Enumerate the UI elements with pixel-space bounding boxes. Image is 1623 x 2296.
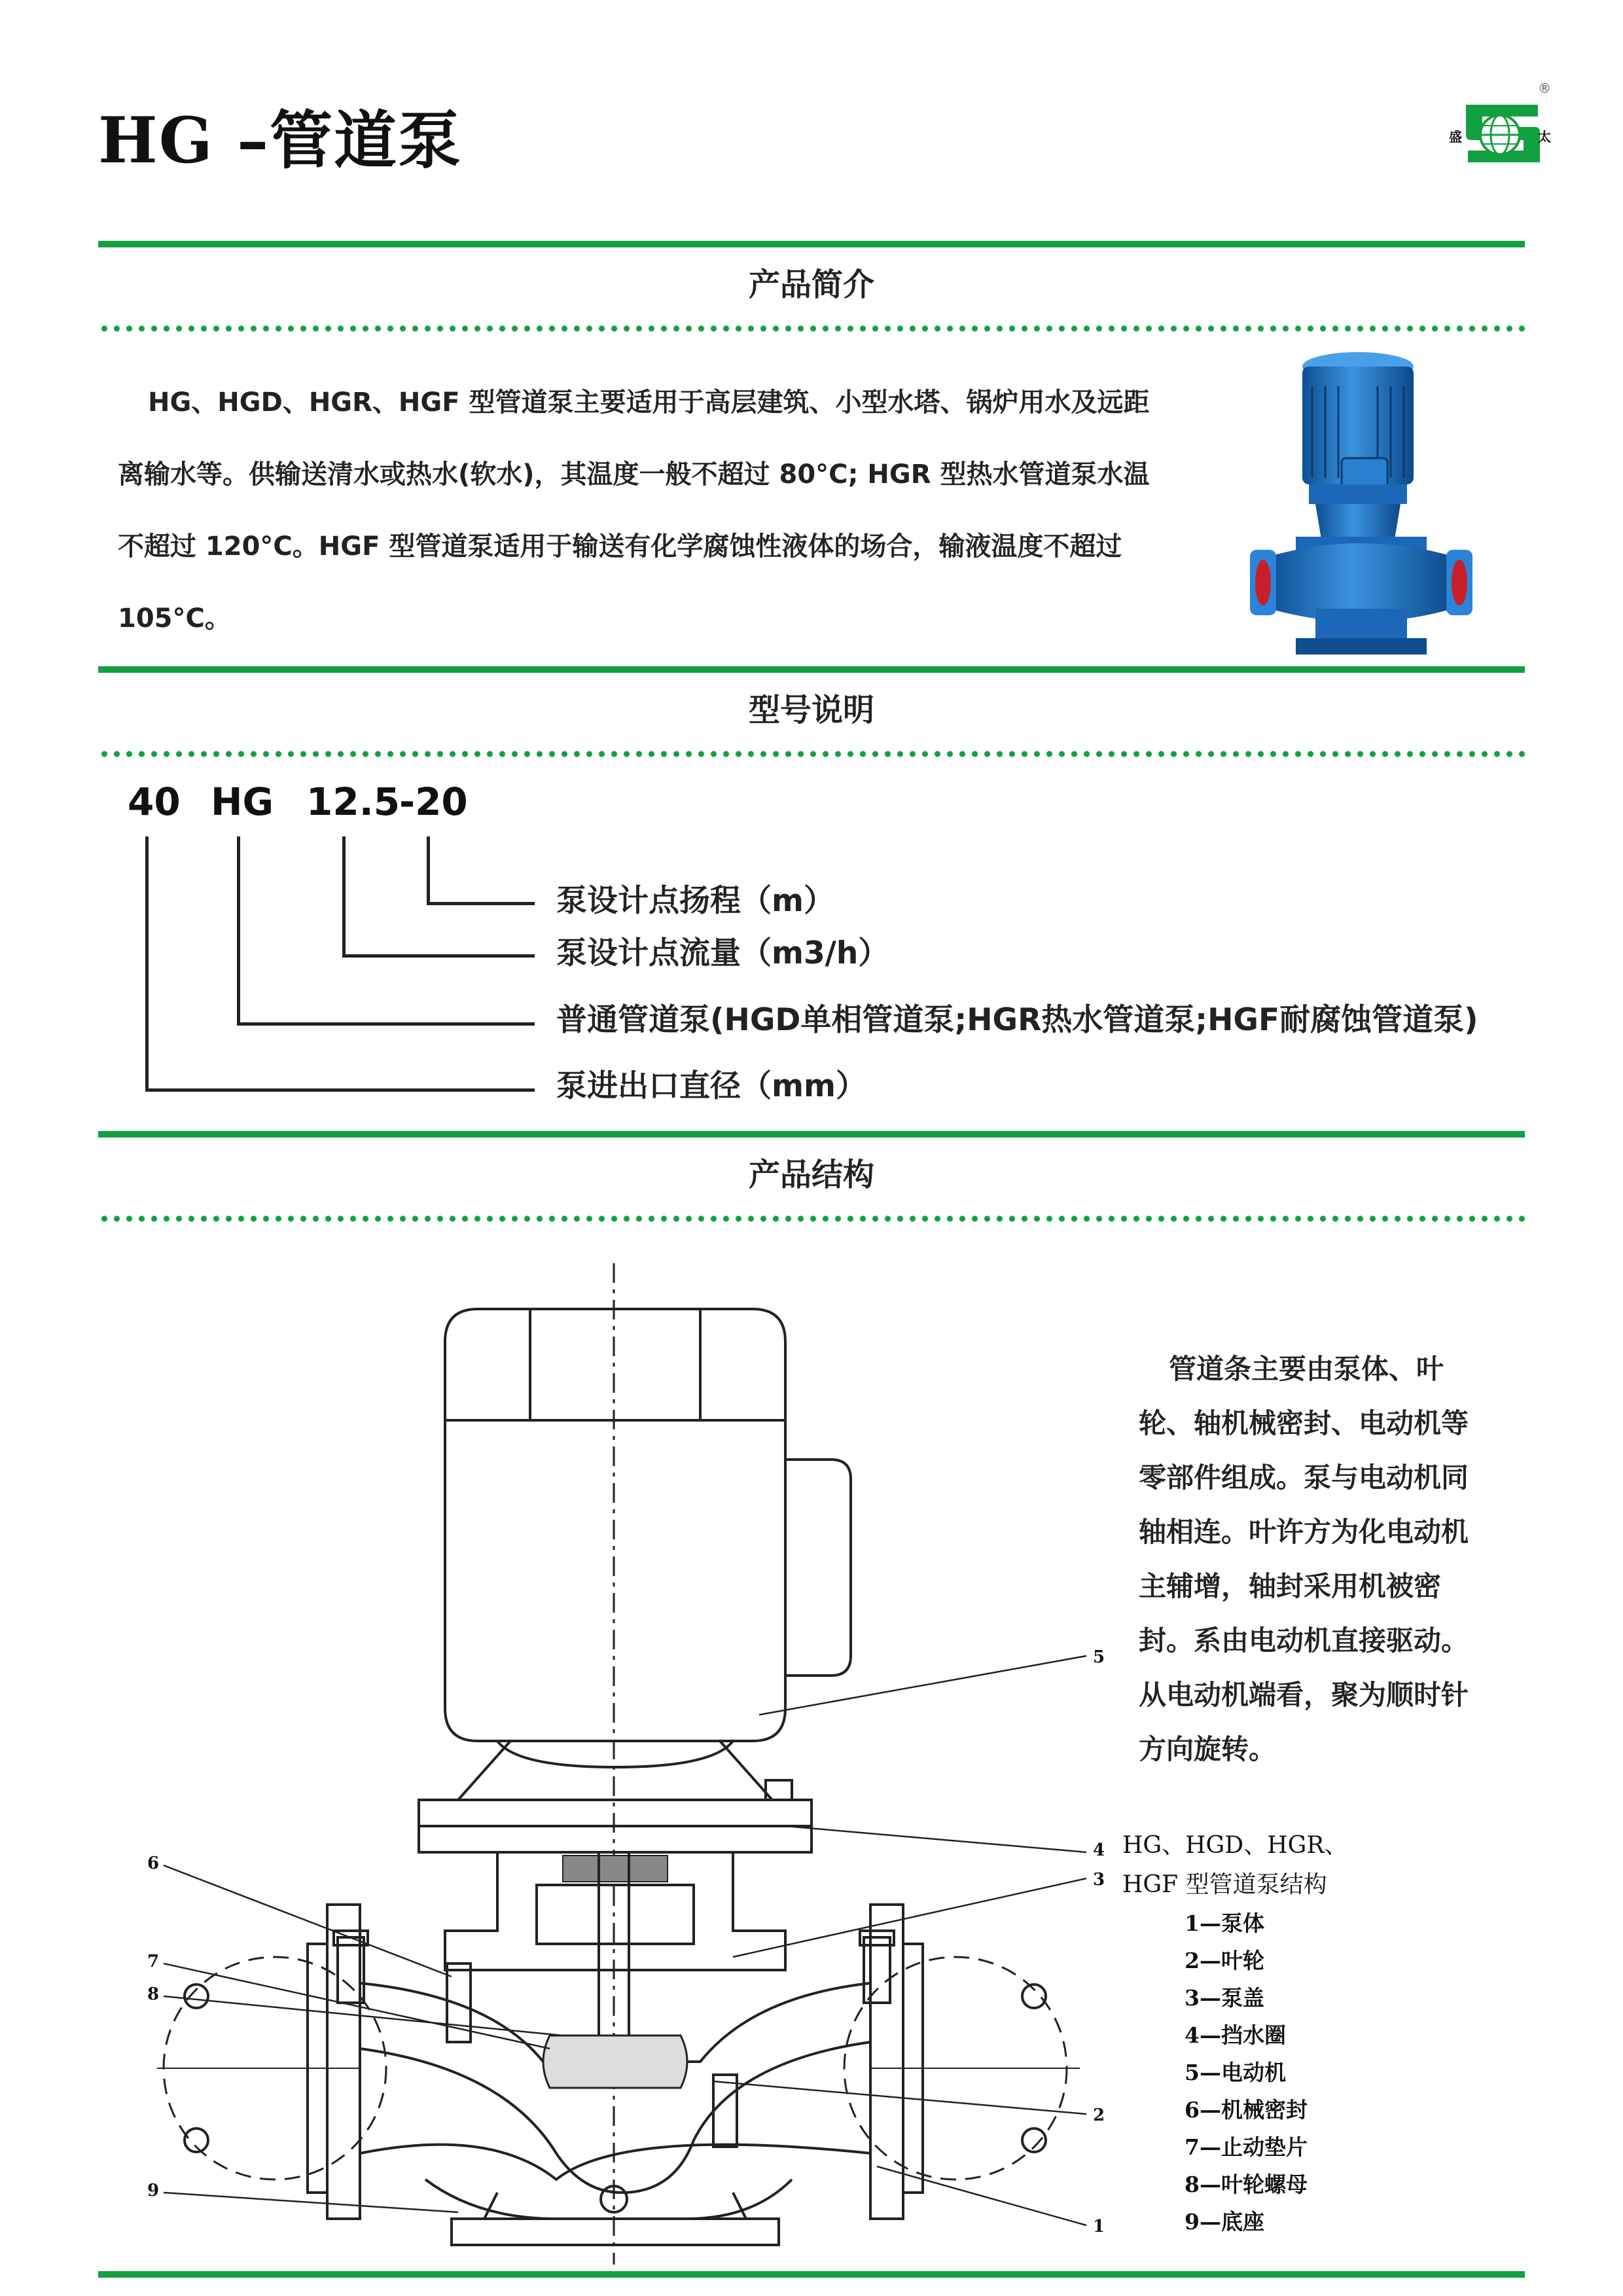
- desc-diameter: 泵进出口直径（mm）: [556, 1068, 866, 1104]
- registered-mark: ®: [1538, 81, 1551, 96]
- callout-1: 1: [1093, 2217, 1105, 2236]
- legend-item: 6—机械密封: [1185, 2097, 1308, 2123]
- legend-title-line-1: HG、HGD、HGR、: [1122, 1832, 1348, 1859]
- legend-item: 4—挡水圈: [1185, 2022, 1286, 2048]
- bracket-diameter: [145, 836, 535, 1092]
- code-flow: 12.5: [306, 780, 401, 824]
- legend-item: 5—电动机: [1185, 2060, 1286, 2085]
- legend-title: [1122, 1826, 1347, 1905]
- callout-8: 8: [147, 1984, 160, 2004]
- section-rule-structure: [98, 1131, 1525, 1138]
- section-rule-model: [98, 666, 1525, 673]
- callout-9: 9: [147, 2181, 160, 2200]
- logo-char-left: 盛: [1449, 129, 1462, 145]
- callout-5: 5: [1093, 1647, 1105, 1667]
- code-type: HG: [211, 780, 274, 824]
- callout-7: 7: [147, 1952, 160, 1971]
- section-title-model: 型号说明: [748, 692, 874, 728]
- section-rule-top: [98, 241, 1525, 247]
- section-title-intro: 产品简介: [748, 266, 874, 303]
- intro-paragraph: HG、HGD、HGR、HGF 型管道泵主要适用于高层建筑、小型水塔、锅炉用水及远距离输水等。供输送清水或热水(软水)，其温度一般不超过 80°C; HGR 型热水管道泵水温不超过 120°C。HGF 型管道泵适用于输送有化学腐蚀性液体的场合，输液温度不超过 105°C。: [118, 387, 1150, 634]
- desc-type: 普通管道泵(HGD单相管道泵;HGR热水管道泵;HGF耐腐蚀管道泵): [556, 1002, 1478, 1038]
- pump-photo: [1243, 340, 1479, 668]
- desc-flow: 泵设计点流量（m3/h）: [556, 935, 889, 971]
- callout-4: 4: [1093, 1840, 1105, 1860]
- legend-item: 2—叶轮: [1185, 1948, 1264, 1973]
- legend-item: 7—止动垫片: [1185, 2134, 1308, 2160]
- legend-item: 8—叶轮螺母: [1185, 2172, 1308, 2197]
- desc-head: 泵设计点扬程（m）: [556, 883, 834, 919]
- parts-legend-list: [1185, 1905, 1308, 2240]
- dotted-rule: [98, 325, 1525, 332]
- legend-item: 1—泵体: [1185, 1910, 1264, 1936]
- callout-3: 3: [1093, 1870, 1105, 1890]
- legend-title-line-2: HGF 型管道泵结构: [1122, 1871, 1327, 1898]
- code-diameter: 40: [128, 780, 181, 824]
- section-rule-bottom: [98, 2271, 1525, 2278]
- dotted-rule: [98, 751, 1525, 757]
- pump-cross-section-drawing: [144, 1263, 1113, 2265]
- section-title-structure: 产品结构: [748, 1157, 874, 1193]
- callout-6: 6: [147, 1854, 160, 1873]
- company-logo: [1440, 79, 1558, 183]
- legend-item: 9—底座: [1185, 2209, 1264, 2234]
- logo-char-right: 太: [1538, 129, 1551, 145]
- dotted-rule: [98, 1215, 1525, 1222]
- callout-2: 2: [1093, 2106, 1105, 2125]
- page-title: HG –管道泵: [98, 103, 463, 177]
- legend-item: 3—泵盖: [1185, 1985, 1264, 2011]
- code-head: -20: [399, 780, 468, 824]
- structure-description: 管道条主要由泵体、叶轮、轴机械密封、电动机等零部件组成。泵与电动机同轴相连。叶许方为化电动机主辅增，轴封采用机被密封。系由电动机直接驱动。从电动机端看，聚为顺时针方向旋转。: [1139, 1353, 1469, 1765]
